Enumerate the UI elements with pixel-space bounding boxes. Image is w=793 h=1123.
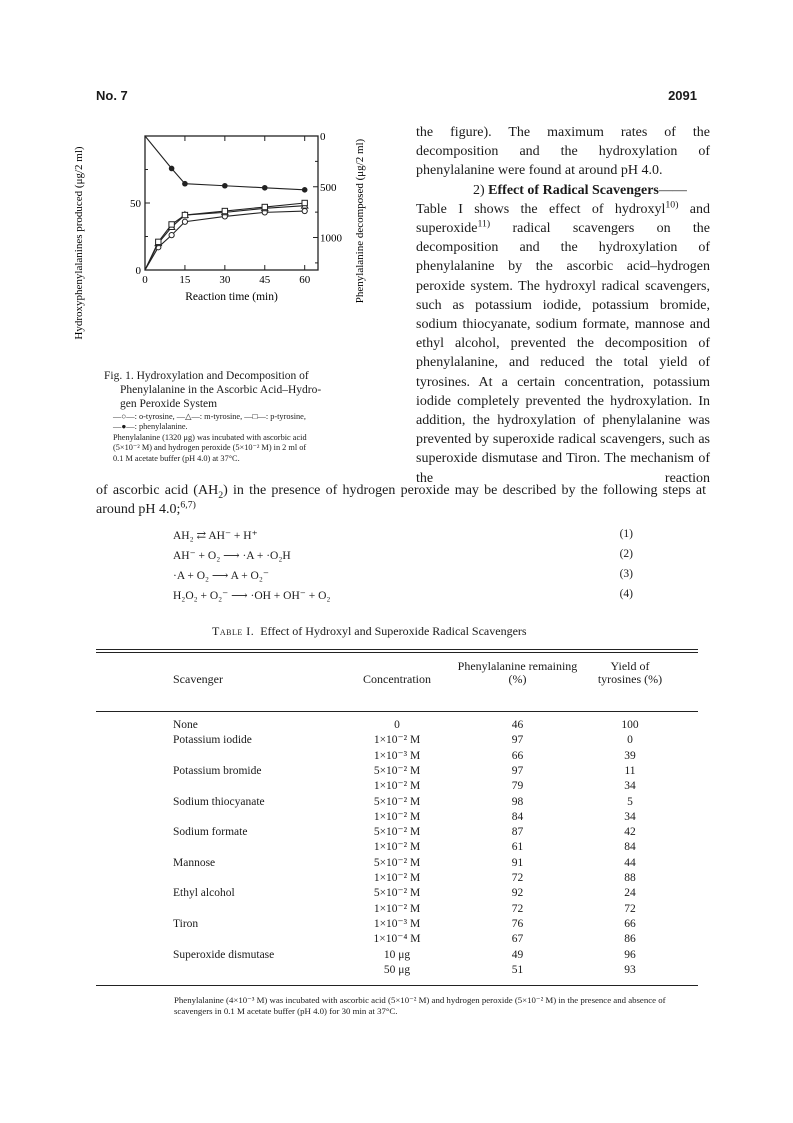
table-cell-conc: 5×10⁻² M [373,764,421,777]
text-run: ) in the presence of hydrogen peroxide may be described by the following steps at around pH 4.0; [96,483,706,518]
table-label: Table I. [212,624,255,638]
page-number: 2091 [668,88,697,103]
table-cell-phe: 92 [511,887,524,900]
table-cell-conc: 1×10⁻² M [373,810,421,823]
table-cell-conc: 1×10⁻² M [373,734,421,747]
series-line-filled-circle [145,136,305,190]
table-cell-conc: 1×10⁻² M [373,780,421,793]
table-cell-tyr: 88 [624,872,636,884]
table-cell-tyr: 84 [624,841,636,854]
table-cell-conc: 1×10⁻² M [373,872,421,884]
table-cell-scavenger: Superoxide dismutase [173,948,275,961]
table-cell-tyr: 5 [627,795,633,808]
paragraph [96,481,706,519]
y-left-tick-label: 0 [135,265,141,277]
y-left-axis-label: Hydroxyphenylalanines produced (μg/2 ml) [73,146,85,340]
x-axis-label: Reaction time (min) [185,291,278,303]
x-tick-label: 0 [142,274,148,286]
reference: 10) [665,199,679,211]
table-cell-conc: 5×10⁻² M [373,856,421,869]
table-cell-tyr: 96 [624,948,636,961]
equation-expression: ·A + O₂ ⟶ A + O₂⁻ [173,570,269,582]
figure-legend-line: 0.1 M acetate buffer (pH 4.0) at 37°C. [113,453,240,463]
table-cell-phe: 98 [511,795,524,808]
table-top-rule [96,652,698,653]
table-cell-tyr: 100 [621,719,639,731]
equation-number: (4) [619,588,633,600]
table-cell-conc: 0 [394,719,400,731]
data-point-p-tyrosine [156,239,161,244]
text-run: Table I shows the effect of hydroxyl [416,201,666,217]
table-bottom-rule [96,985,698,986]
figure-1-chart [60,118,370,368]
table-cell-tyr: 34 [624,780,636,793]
data-point-p-tyrosine [182,212,187,217]
equation [173,568,633,582]
table-cell-scavenger: Potassium iodide [173,734,252,747]
table-footnote: Phenylalanine (4×10⁻³ M) was incubated with ascorbic acid (5×10⁻² M) and hydrogen peroxide (5×10⁻² M) in the presence and absence of scavengers in 0.1 M acetate buffer (pH 4.0) for 30 min at 37°C. [174,995,666,1016]
table-cell-phe: 91 [511,856,524,869]
equation-number: (3) [619,568,633,580]
table-top-rule [96,649,698,650]
table-cell-phe: 67 [511,933,524,946]
data-point-p-tyrosine [302,200,307,205]
paragraph [416,200,710,488]
table-cell-tyr: 0 [627,734,633,747]
section-title: Effect of Radical Scavengers [488,182,659,198]
data-point-phenylalanine [262,185,268,191]
table-cell-scavenger: Sodium formate [173,826,248,839]
equation-expression: H₂O₂ + O₂⁻ ⟶ ·OH + OH⁻ + O₂ [173,590,331,602]
full-width-text [96,481,706,519]
text-run: of ascorbic acid (AH [96,483,219,498]
table-cell-tyr: 34 [624,810,636,823]
figure-legend-line: —○—: o-tyrosine, —△—: m-tyrosine, —□—: p-tyrosine, [113,412,306,421]
figure-legend-line: (5×10⁻² M) and hydrogen peroxide (5×10⁻² M) in 2 ml of [113,443,307,453]
table-cell-phe: 61 [511,841,524,854]
table-header: Phenylalanine remaining (%) [457,659,578,686]
table-header: Yield of tyrosines (%) [597,659,663,686]
data-point-phenylalanine [169,166,175,172]
table-cell-conc: 1×10⁻² M [373,902,421,915]
table-cell-phe: 87 [511,826,524,839]
journal-issue: No. 7 [96,88,128,103]
table-header-rule [96,711,698,712]
equation [173,548,633,562]
table-cell-phe: 49 [511,948,524,961]
figure-caption-line: gen Peroxide System [120,398,218,410]
table-cell-conc: 1×10⁻² M [373,841,421,854]
x-tick-label: 30 [219,274,231,286]
data-point-phenylalanine [302,187,308,193]
table-cell-scavenger: None [173,719,198,731]
text-run: and superoxide [416,201,711,237]
table-cell-tyr: 42 [624,826,636,839]
equation-expression: AH⁻ + O₂ ⟶ ·A + ·O₂H [173,550,291,562]
plot-frame [145,136,318,270]
figure-legend-line: —●—: phenylalanine. [113,422,188,432]
reference: 6,7) [180,499,196,511]
y-right-tick-label: 1000 [320,232,342,245]
x-tick-label: 15 [179,274,191,286]
table-cell-conc: 5×10⁻² M [373,887,421,900]
table-cell-phe: 46 [511,719,524,731]
table-cell-conc: 10 μg [383,948,411,961]
y-left-tick-label: 50 [130,198,141,210]
table-cell-tyr: 66 [624,917,636,930]
data-point-p-tyrosine [222,208,227,213]
table-cell-conc: 1×10⁻³ M [373,917,421,930]
data-point-o-tyrosine [169,233,174,238]
data-point-phenylalanine [182,181,188,187]
figure-caption [104,369,374,411]
data-point-o-tyrosine [182,219,187,224]
equation [173,528,633,542]
table-cell-tyr: 86 [624,933,636,946]
table-cell-conc: 1×10⁻³ M [373,749,421,762]
x-tick-label: 45 [259,274,271,286]
table-cell-scavenger: Potassium bromide [173,764,262,777]
table-cell-tyr: 72 [624,902,636,915]
equation [173,588,633,602]
data-point-o-tyrosine [302,208,307,213]
table-caption [212,624,527,639]
table-cell-phe: 72 [511,872,524,884]
x-tick-label: 60 [299,274,311,286]
table-cell-scavenger: Tiron [173,917,199,930]
right-column-text [416,123,710,488]
y-right-tick-label: 0 [320,131,326,143]
reference: 11) [477,218,491,230]
table-cell-phe: 84 [511,810,524,823]
data-point-phenylalanine [222,183,228,189]
table-cell-phe: 51 [511,963,524,976]
equation-number: (2) [619,548,633,560]
table-cell-phe: 76 [511,917,524,930]
figure-caption-line: Fig. 1. Hydroxylation and Decomposition of [104,370,309,382]
table-cell-conc: 1×10⁻⁴ M [373,933,421,946]
data-point-p-tyrosine [169,222,174,227]
y-right-tick-label: 500 [320,181,337,194]
table-cell-tyr: 24 [624,887,636,900]
figure-caption-line: Phenylalanine in the Ascorbic Acid–Hydro- [120,384,322,396]
paragraph: the figure). The maximum rates of the decomposition and the hydroxylation of phenylalanine were found at around pH 4.0. [416,125,710,179]
figure-legend-line: Phenylalanine (1320 μg) was incubated with ascorbic acid [113,432,307,442]
equation-expression: AH₂ ⇄ AH⁻ + H⁺ [173,530,258,542]
table-cell-scavenger: Mannose [173,856,216,869]
figure-legend [113,412,373,464]
data-point-p-tyrosine [262,204,267,209]
table-cell-tyr: 11 [624,764,636,777]
table-cell-scavenger: Sodium thiocyanate [173,795,265,808]
series-line-open-circle [145,211,305,270]
text-run: radical scavengers on the decomposition and the hydroxylation of phenylalanine by the ascorbic acid–hydrogen peroxide system. The hydroxyl radical scavengers, such as potassium iodide, potassium bromide, sodium thiocyanate, sodium formate, mannose and ethyl alcohol, prevented the decomposition of phenylalanine, and reduced the total yield of tyrosines. At a certain concentration, potassium iodide completely prevented the hydroxylation. In addition, the hydroxylation of phenylalanine was prevented by superoxide radical scavengers, such as superoxide dismutase and Tiron. The mechanism of the reaction [416,221,710,486]
table-cell-conc: 50 μg [383,963,411,976]
y-right-axis-label: Phenylalanine decomposed (μg/2 ml) [354,138,366,304]
table-header: Scavenger [173,672,223,686]
subscript: 2 [218,489,224,501]
table-cell-tyr: 93 [624,963,636,976]
table-title: Effect of Hydroxyl and Superoxide Radical Scavengers [260,624,527,638]
table-cell-phe: 66 [511,749,524,762]
table-cell-phe: 97 [511,734,524,747]
table-cell-tyr: 44 [624,856,636,869]
table-cell-phe: 97 [511,764,524,777]
table-cell-tyr: 39 [624,749,636,762]
table-cell-scavenger: Ethyl alcohol [173,887,235,900]
table-cell-conc: 5×10⁻² M [373,826,421,839]
table-cell-phe: 72 [511,902,524,915]
section-heading-paragraph: 2) Effect of Radical Scavengers—— [473,182,687,198]
table-cell-phe: 79 [511,780,524,793]
equation-number: (1) [619,528,633,540]
table-cell-conc: 5×10⁻² M [373,795,421,808]
table-header: Concentration [363,672,431,686]
section-number: 2) [473,182,485,198]
